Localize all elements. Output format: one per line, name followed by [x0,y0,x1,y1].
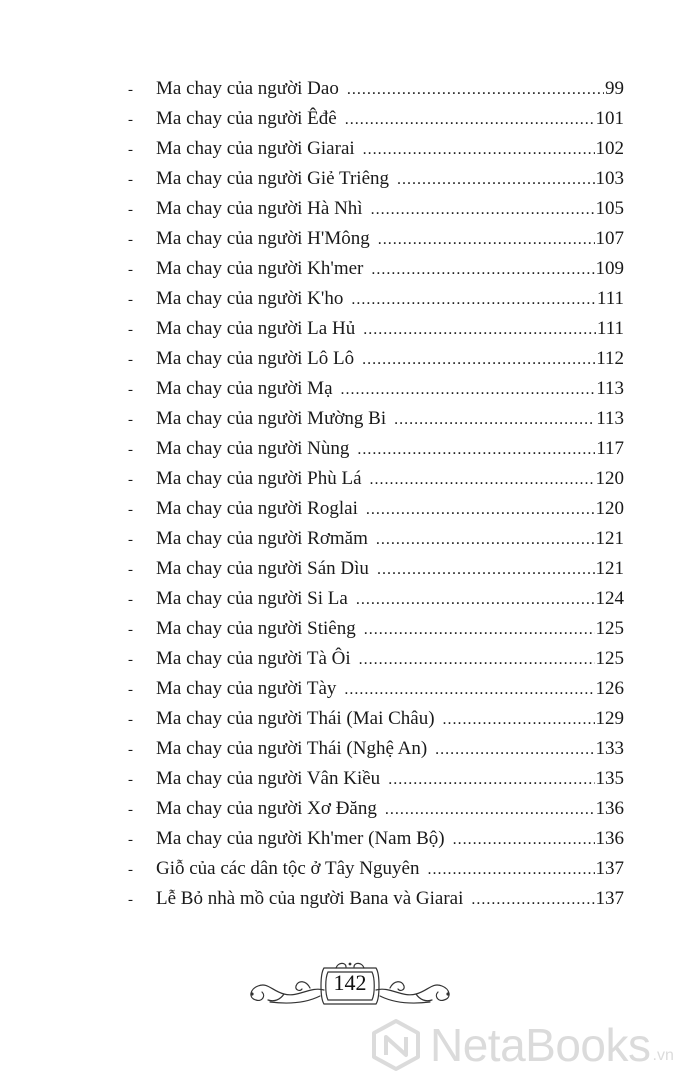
toc-entry-page-number: 111 [596,318,624,339]
toc-entry-page-number: 113 [596,408,624,429]
toc-entry-title: Ma chay của người Thái (Mai Châu) [156,708,435,729]
toc-entry-page-number: 107 [595,228,624,249]
toc-entry-title: Ma chay của người Xơ Đăng [156,798,377,819]
toc-entry-bullet: - [128,202,133,218]
toc-dot-leader [471,891,594,909]
toc-dot-leader [351,291,596,309]
toc-entry-bullet: - [128,622,133,638]
toc-dot-leader [397,171,594,189]
toc-entry [128,738,624,768]
toc-entry-title: Ma chay của người Sán Dìu [156,558,369,579]
toc-entry-bullet: - [128,232,133,248]
toc-entry-page-number: 103 [595,168,624,189]
toc-entry-title: Ma chay của người Giẻ Triêng [156,168,390,189]
toc-entry-title: Ma chay của người Roglai [156,498,358,519]
toc-dot-leader [371,201,595,219]
watermark [368,1013,688,1077]
toc-entry [128,378,624,408]
toc-entry [128,498,624,528]
toc-entry-page-number: 113 [596,378,624,399]
toc-entry-page-number: 109 [595,258,624,279]
toc-entry-title: Ma chay của người H'Mông [156,228,370,249]
toc-entry-bullet: - [128,472,133,488]
toc-dot-leader [370,471,595,489]
toc-dot-leader [371,261,594,279]
toc-dot-leader [378,231,595,249]
toc-entry-bullet: - [128,502,133,518]
toc-entry-bullet: - [128,82,133,98]
toc-entry-bullet: - [128,562,133,578]
toc-entry [128,798,624,828]
toc-entry-page-number: 125 [595,648,624,669]
toc-dot-leader [356,591,595,609]
toc-entry-page-number: 101 [595,108,624,129]
toc-entry-title: Ma chay của người Rơmăm [156,528,368,549]
toc-entry-bullet: - [128,442,133,458]
toc-entry-bullet: - [128,892,133,908]
toc-entry-title: Giỗ của các dân tộc ở Tây Nguyên [156,858,420,879]
toc-entry-bullet: - [128,682,133,698]
toc-dot-leader [388,771,594,789]
toc-entry-page-number: 111 [596,288,624,309]
toc-entry-title: Ma chay của người Kh'mer [156,258,364,279]
toc-entry [128,348,624,378]
toc-dot-leader [341,381,596,399]
toc-entry-page-number: 121 [595,528,624,549]
toc-entry-bullet: - [128,832,133,848]
toc-entry-title: Ma chay của người Êđê [156,108,337,129]
toc-entry-bullet: - [128,772,133,788]
toc-entry-page-number: 137 [595,858,624,879]
toc-entry-title: Ma chay của người Thái (Nghệ An) [156,738,428,759]
page-number: 142 [333,970,367,995]
toc-entry-bullet: - [128,112,133,128]
toc-entry [128,288,624,318]
toc-entry [128,618,624,648]
toc-entry [128,78,624,108]
toc-dot-leader [347,81,604,99]
toc-entry-bullet: - [128,292,133,308]
toc-dot-leader [363,321,596,339]
toc-entry [128,168,624,198]
toc-entry-title: Ma chay của người Giarai [156,138,355,159]
toc-dot-leader [362,351,595,369]
toc-entry-bullet: - [128,322,133,338]
toc-entry-title: Ma chay của người Hà Nhì [156,198,363,219]
toc-dot-leader [364,621,595,639]
toc-entry-bullet: - [128,412,133,428]
toc-entry-bullet: - [128,382,133,398]
toc-entry-page-number: 135 [595,768,624,789]
toc-dot-leader [357,441,595,459]
toc-entry-page-number: 125 [595,618,624,639]
toc-entry [128,408,624,438]
toc-entry [128,768,624,798]
toc-entry-page-number: 102 [595,138,624,159]
toc-entry-bullet: - [128,742,133,758]
toc-entry [128,528,624,558]
toc-entry-title: Ma chay của người Mường Bi [156,408,387,429]
toc-entry [128,588,624,618]
toc-dot-leader [435,741,594,759]
toc-entry [128,708,624,738]
toc-entry-page-number: 129 [595,708,624,729]
toc-entry-page-number: 112 [596,348,624,369]
toc-dot-leader [453,831,595,849]
toc-entry-bullet: - [128,592,133,608]
toc-entry-bullet: - [128,802,133,818]
watermark-brand: NetaBooks [430,1019,651,1071]
toc-entry [128,558,624,588]
toc-dot-leader [443,711,595,729]
toc-dot-leader [363,141,595,159]
toc-entry [128,108,624,138]
toc-entry-page-number: 99 [605,78,624,99]
toc-entry [128,198,624,228]
toc-dot-leader [427,861,594,879]
toc-entry [128,888,624,918]
toc-entry-page-number: 136 [595,828,624,849]
toc-entry [128,648,624,678]
table-of-contents [128,78,624,918]
toc-entry-title: Ma chay của người Dao [156,78,339,99]
toc-dot-leader [359,651,595,669]
netabooks-logo-icon [368,1017,424,1073]
toc-entry-title: Ma chay của người Nùng [156,438,350,459]
toc-entry-title: Ma chay của người Stiêng [156,618,356,639]
watermark-suffix: .vn [652,1047,674,1064]
toc-entry-bullet: - [128,532,133,548]
toc-entry [128,678,624,708]
toc-entry-title: Ma chay của người Si La [156,588,348,609]
toc-entry [128,138,624,168]
toc-entry-page-number: 133 [595,738,624,759]
toc-dot-leader [377,561,595,579]
toc-entry-title: Ma chay của người Tà Ôi [156,648,351,669]
toc-entry [128,318,624,348]
toc-entry [128,228,624,258]
toc-entry [128,858,624,888]
toc-dot-leader [385,801,595,819]
toc-entry-page-number: 126 [595,678,624,699]
toc-entry-page-number: 136 [595,798,624,819]
toc-entry-bullet: - [128,352,133,368]
toc-entry-page-number: 121 [595,558,624,579]
toc-dot-leader [345,111,595,129]
toc-entry-title: Lễ Bỏ nhà mồ của người Bana và Giarai [156,888,464,909]
toc-entry-page-number: 120 [595,468,624,489]
toc-entry-page-number: 124 [595,588,624,609]
toc-entry-title: Ma chay của người Kh'mer (Nam Bộ) [156,828,445,849]
toc-entry-title: Ma chay của người La Hủ [156,318,356,339]
toc-entry-bullet: - [128,652,133,668]
toc-entry-page-number: 120 [595,498,624,519]
toc-entry-title: Ma chay của người Phù Lá [156,468,362,489]
toc-entry [128,828,624,858]
toc-entry-bullet: - [128,862,133,878]
toc-entry-page-number: 105 [595,198,624,219]
toc-entry-bullet: - [128,142,133,158]
toc-entry-title: Ma chay của người Vân Kiều [156,768,381,789]
toc-entry-title: Ma chay của người Mạ [156,378,333,399]
toc-dot-leader [366,501,595,519]
toc-entry-title: Ma chay của người Tày [156,678,337,699]
toc-entry-title: Ma chay của người K'ho [156,288,344,309]
toc-entry-title: Ma chay của người Lô Lô [156,348,355,369]
toc-entry-page-number: 117 [596,438,624,459]
toc-entry-bullet: - [128,262,133,278]
toc-entry [128,468,624,498]
toc-entry-page-number: 137 [595,888,624,909]
toc-entry [128,258,624,288]
toc-dot-leader [376,531,595,549]
toc-entry-bullet: - [128,172,133,188]
toc-dot-leader [344,681,594,699]
toc-entry [128,438,624,468]
toc-dot-leader [394,411,595,429]
toc-entry-bullet: - [128,712,133,728]
